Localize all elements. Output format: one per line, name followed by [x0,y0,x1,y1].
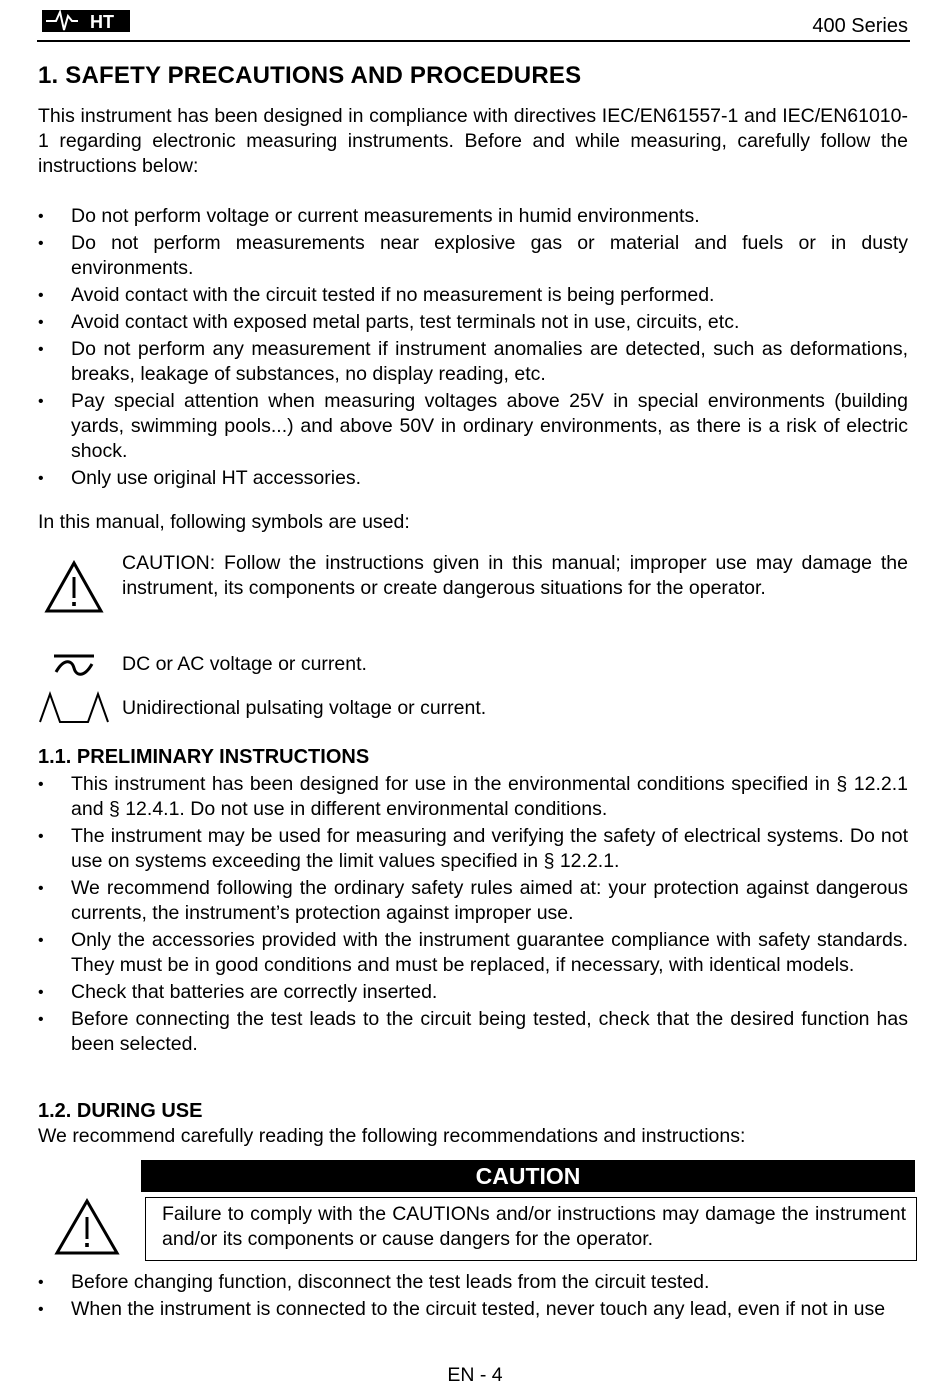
list-item: • Only use original HT accessories. [38,466,908,491]
list-item: • Do not perform measurements near explosive gas or material and fuels or in dusty environments. [38,231,908,281]
during-use-intro: We recommend carefully reading the following recommendations and instructions: [38,1125,746,1147]
symbols-intro: In this manual, following symbols are used: [38,511,410,533]
list-item: • Check that batteries are correctly inserted. [38,980,908,1005]
list-item: • Do not perform voltage or current measurements in humid environments. [38,204,908,229]
section-title: 1. SAFETY PRECAUTIONS AND PROCEDURES [38,62,582,89]
series-label: 400 Series [812,15,908,37]
dc-ac-icon [52,652,96,680]
page-number: EN - 4 [447,1364,503,1386]
safety-list [38,204,908,493]
list-item: • This instrument has been designed for use in the environmental conditions specified in § 12.2.1 and § 12.4.1. Do not use in different environmental conditions. [38,772,908,822]
list-item: • Do not perform any measurement if instrument anomalies are detected, such as deformations, breaks, leakage of substances, no display reading, etc. [38,337,908,387]
list-item: • Before changing function, disconnect the test leads from the circuit tested. [38,1270,908,1295]
list-item: • Only the accessories provided with the instrument guarantee compliance with safety standards. They must be in good conditions and must be replaced, if necessary, with identical models. [38,928,908,978]
caution-heading: CAUTION [141,1160,915,1192]
ht-logo [42,6,132,34]
during-use-list [38,1270,908,1324]
list-item: • Pay special attention when measuring voltages above 25V in special environments (building yards, swimming pools...) and above 50V in ordinary environments, as there is a risk of electric shock. [38,389,908,464]
caution-box: Failure to comply with the CAUTIONs and/or instructions may damage the instrument and/or its components or cause dangers for the operator. [145,1197,917,1261]
caution-symbol-text: CAUTION: Follow the instructions given in this manual; improper use may damage the instrument, its components or create dangerous situations for the operator. [122,552,908,599]
pulsating-icon [38,690,110,724]
list-item: • The instrument may be used for measuring and verifying the safety of electrical systems. Do not use on systems exceeding the limit values specified in § 12.2.1. [38,824,908,874]
warning-triangle-icon [44,560,104,614]
subsection-title-preliminary: 1.1. PRELIMINARY INSTRUCTIONS [38,746,370,768]
list-item: • Avoid contact with the circuit tested if no measurement is being performed. [38,283,908,308]
list-item: • We recommend following the ordinary safety rules aimed at: your protection against dangerous currents, the instrument’s protection against improper use. [38,876,908,926]
header-rule [37,40,910,42]
warning-triangle-icon [54,1198,120,1256]
dc-ac-symbol-text: DC or AC voltage or current. [122,653,367,675]
preliminary-list [38,772,908,1059]
logo-text: HT [90,12,114,32]
list-item: • When the instrument is connected to the circuit tested, never touch any lead, even if not in use [38,1297,908,1322]
subsection-title-during-use: 1.2. DURING USE [38,1100,203,1122]
pulsating-symbol-text: Unidirectional pulsating voltage or current. [122,697,487,719]
intro-paragraph: This instrument has been designed in compliance with directives IEC/EN61557-1 and IEC/EN61010-1 regarding electronic measuring instruments. Before and while measuring, carefully follow the instructions below: [38,105,908,177]
list-item: • Before connecting the test leads to the circuit being tested, check that the desired function has been selected. [38,1007,908,1057]
list-item: • Avoid contact with exposed metal parts, test terminals not in use, circuits, etc. [38,310,908,335]
